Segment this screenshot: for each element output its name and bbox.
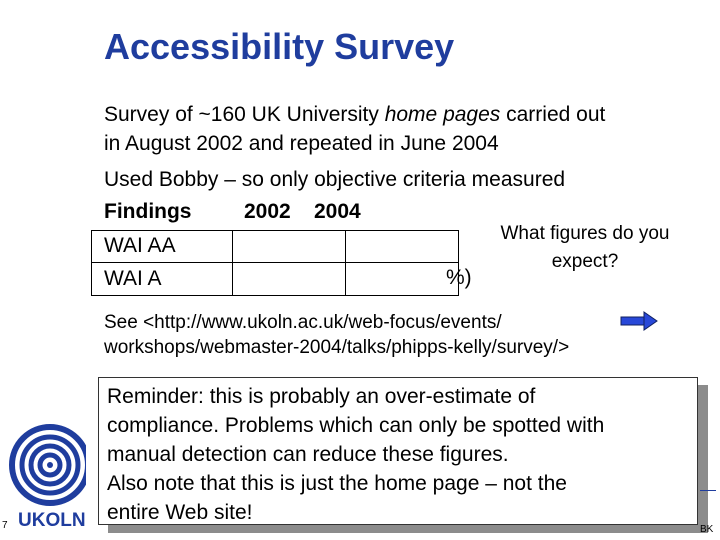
reminder-line-5: entire Web site! bbox=[107, 501, 253, 524]
table-trailing-text: %) bbox=[446, 266, 472, 289]
survey-description-line-1 bbox=[104, 100, 605, 129]
table-row-label-wai-aa: WAI AA bbox=[104, 234, 176, 257]
reminder-box bbox=[98, 377, 698, 525]
table-column-divider bbox=[345, 230, 346, 296]
footer-initials: BK bbox=[700, 524, 714, 535]
survey-text-a: Survey of ~160 UK University bbox=[104, 103, 385, 126]
survey-description-line-2: in August 2002 and repeated in June 2004 bbox=[104, 132, 499, 155]
table-header-2002: 2002 bbox=[244, 200, 291, 223]
bobby-note: Used Bobby – so only objective criteria measured bbox=[104, 168, 566, 191]
survey-text-emphasis: home pages bbox=[384, 103, 501, 126]
right-arrow-icon bbox=[620, 311, 658, 331]
survey-text-b: carried out bbox=[500, 103, 606, 126]
question-callout: What figures do you expect? bbox=[500, 223, 670, 272]
reminder-line-4: Also note that this is just the home page – not the bbox=[107, 472, 567, 495]
ukoln-logo-icon bbox=[2, 395, 86, 525]
table-header-findings: Findings bbox=[104, 200, 192, 223]
table-row-divider bbox=[91, 262, 459, 263]
survey-link-line-2[interactable]: workshops/webmaster-2004/talks/phipps-kelly/survey/> bbox=[104, 337, 570, 358]
table-row-label-wai-a: WAI A bbox=[104, 267, 162, 290]
reminder-line-3: manual detection can reduce these figures. bbox=[107, 443, 509, 466]
footer-divider bbox=[700, 490, 716, 491]
logo-wordmark: UKOLN bbox=[18, 510, 86, 531]
reminder-line-2: compliance. Problems which can only be spotted with bbox=[107, 414, 605, 437]
survey-link-line-1[interactable]: See <http://www.ukoln.ac.uk/web-focus/events/ bbox=[104, 312, 502, 333]
table-column-divider bbox=[232, 230, 233, 296]
table-header-2004: 2004 bbox=[314, 200, 361, 223]
slide-number: 7 bbox=[2, 520, 8, 531]
reminder-line-1: Reminder: this is probably an over-estimate of bbox=[107, 385, 536, 408]
slide-title: Accessibility Survey bbox=[104, 26, 455, 67]
